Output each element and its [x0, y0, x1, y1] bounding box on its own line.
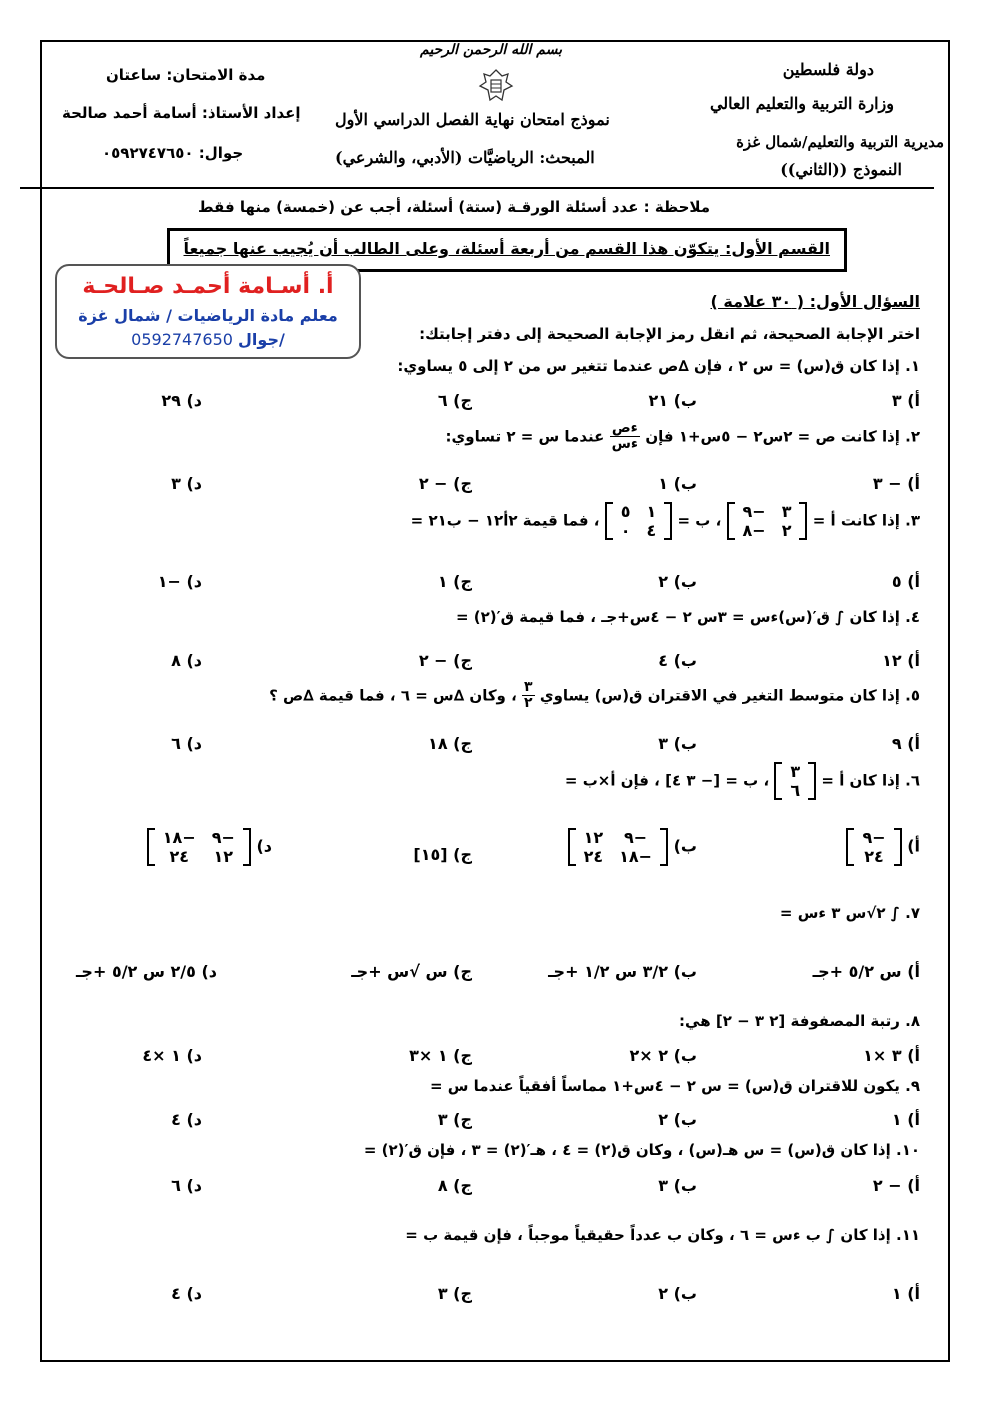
- item-10-option-c: ج) ٨: [437, 1176, 472, 1195]
- item-7-question: ٧. ∫ ٢√س ٣ ءس =: [779, 904, 920, 922]
- item-3-text-end: ، فما قيمة ٢أ١٢ − ب٢١ =: [410, 511, 600, 530]
- matrix-cell: −٩: [211, 828, 235, 847]
- subject-label: المبحث: الرياضيَّات (الأدبي، والشرعي): [335, 148, 595, 167]
- option-label: د): [256, 836, 272, 856]
- option-label: أ): [907, 836, 920, 856]
- phone-label: جوال: ٠٥٩٢٧٤٧٦٥٠: [102, 144, 244, 162]
- item-2-text-end: عندما س = ٢ تساوي:: [445, 427, 605, 446]
- item-3-question: [411, 502, 920, 540]
- item-5-option-d: د) ٦: [171, 734, 202, 753]
- item-2-frac-num: ءص: [610, 421, 640, 437]
- matrix-cell: ٥: [620, 502, 631, 521]
- item-3-option-b: ب) ٢: [658, 572, 697, 591]
- item-5-frac-den: ٢: [524, 695, 533, 712]
- item-2-option-c: ج) − ٢: [418, 474, 472, 493]
- item-3-matrix-b: [605, 502, 673, 540]
- model-label: النموذج ((الثاني)): [780, 160, 902, 179]
- country-label: دولة فلسطين: [782, 60, 874, 79]
- basmala: بسم الله الرحمن الرحيم: [420, 42, 562, 58]
- matrix-cell: ٦: [790, 781, 801, 800]
- matrix-cell: −١٨: [619, 847, 653, 866]
- item-11-option-b: ب) ٢: [658, 1284, 697, 1303]
- exam-title: نموذج امتحان نهاية الفصل الدراسي الأول: [335, 110, 610, 129]
- item-11-option-a: أ) ١: [891, 1284, 920, 1303]
- stamp-phone: [57, 330, 359, 349]
- matrix-cell: ١٢: [583, 828, 604, 847]
- item-9-option-a: أ) ١: [891, 1110, 920, 1129]
- stamp-teacher-name: أ. أسـامة أحمـد صـالحـة: [82, 274, 334, 299]
- matrix-cell: ٢٤: [169, 847, 190, 866]
- stamp-phone-number: 0592747650: [131, 330, 233, 349]
- item-6-option-b-matrix: [568, 828, 668, 866]
- item-6-text-end: ، ب = [− ٣ ٤] ، فإن أ×ب =: [564, 771, 770, 790]
- matrix-cell: −٨: [742, 521, 766, 540]
- ministry-label: وزارة التربية والتعليم العالي: [709, 94, 894, 113]
- item-6-option-c: ج) [١٥]: [413, 845, 472, 864]
- matrix-cell: ١: [646, 502, 657, 521]
- matrix-cell: ٢٤: [864, 847, 884, 866]
- item-2-derivative-fraction: [610, 421, 640, 453]
- item-10-option-a: أ) − ٢: [872, 1176, 920, 1195]
- item-5-text-end: ، وكان ∆س = ٦ ، فما قيمة ∆ص ؟: [269, 686, 517, 705]
- stamp-teacher-role: معلم مادة الرياضيات / شمال غزة: [78, 306, 338, 325]
- stamp-phone-label: جوال/: [238, 330, 285, 349]
- item-8-option-a: أ) ٣ ×١: [863, 1046, 920, 1065]
- section-1-heading: القسم الأول: يتكوّن هذا القسم من أربعة أسئلة، وعلى الطالب أن يُجيب عنها جميعاً: [183, 239, 830, 258]
- item-3-option-c: ج) ١: [437, 572, 472, 591]
- item-5-frac-num: ٣: [524, 679, 533, 695]
- item-9-option-d: د) ٤: [171, 1110, 202, 1129]
- item-2-option-b: ب) ١: [658, 474, 697, 493]
- matrix-cell: −١٨: [162, 828, 196, 847]
- item-10-option-b: ب) ٣: [658, 1176, 697, 1195]
- header-divider: [20, 187, 934, 189]
- item-6-option-d: [147, 828, 272, 866]
- item-4-option-b: ب) ٤: [658, 651, 697, 670]
- item-8-question: ٨. رتبة المصفوفة [٢ ٣ − ٢] هي:: [679, 1012, 920, 1030]
- item-9-question: ٩. يكون للاقتران ق(س) = س ٢ − ٤س+١ مماساً أفقياً عندما س =: [429, 1077, 920, 1095]
- matrix-cell: ٤: [646, 521, 657, 540]
- matrix-cell: −٩: [742, 502, 766, 521]
- item-11-option-d: د) ٤: [171, 1284, 202, 1303]
- question-1-instruction: اختر الإجابة الصحيحة، ثم انقل رمز الإجابة الصحيحة إلى دفتر إجابتك:: [419, 325, 920, 343]
- item-10-option-d: د) ٦: [171, 1176, 202, 1195]
- exam-note: ملاحظة : عدد أسئلة الورقـة (ستة) أسئلة، أجب عن (خمسة) منها فقط: [198, 198, 711, 216]
- item-6-matrix-a: [774, 762, 816, 800]
- matrix-cell: −٩: [862, 828, 886, 847]
- question-1-title: السؤال الأول: ( ٣٠ علامة ): [710, 292, 920, 311]
- exam-duration: مدة الامتحان: ساعتان: [106, 66, 266, 84]
- item-10-question: ١٠. إذا كان ق(س) = س هـ(س) ، وكان ق(٢) = ٤ ، هـ′(٢) = ٣ ، فإن ق′(٢) =: [363, 1141, 920, 1159]
- item-7-option-a: أ) س ٥/٢ +جـ: [812, 962, 920, 981]
- item-4-option-c: ج) − ٢: [418, 651, 472, 670]
- item-11-question: ١١. إذا كان ∫ ب ءس = ٦ ، وكان ب عدداً حقيقياً موجباً ، فإن قيمة ب =: [405, 1226, 920, 1244]
- item-7-option-c: ج) س √س +جـ: [351, 962, 472, 981]
- matrix-cell: ٠: [620, 521, 631, 540]
- item-5-option-c: ج) ١٨: [428, 734, 472, 753]
- item-3-text: ٣. إذا كانت أ =: [812, 511, 920, 530]
- item-3-option-d: د) −١: [157, 572, 202, 591]
- matrix-cell: ٣: [781, 502, 792, 521]
- item-2-text: ٢. إذا كانت ص = ٢س٢ − ٥س+١ فإن: [645, 427, 920, 446]
- item-6-question: [565, 762, 920, 800]
- item-2-option-a: أ) − ٣: [872, 474, 920, 493]
- option-label: ب): [673, 836, 697, 856]
- item-3-option-a: أ) ٥: [891, 572, 920, 591]
- item-1-option-c: ج) ٦: [437, 391, 472, 410]
- item-4-option-d: د) ٨: [171, 651, 202, 670]
- matrix-cell: ١٢: [213, 847, 234, 866]
- item-2-frac-den: ءس: [611, 436, 639, 453]
- item-6-option-a: [846, 828, 920, 866]
- item-5-option-a: أ) ٩: [891, 734, 920, 753]
- item-3-matrix-a: [727, 502, 808, 540]
- item-6-option-a-matrix: [846, 828, 901, 866]
- emblem-icon: [478, 66, 514, 106]
- item-4-option-a: أ) ١٢: [882, 651, 920, 670]
- item-6-text: ٦. إذا كان أ =: [821, 771, 920, 790]
- matrix-cell: ٢٤: [583, 847, 604, 866]
- item-8-option-d: د) ١ ×٤: [142, 1046, 202, 1065]
- item-6-option-b: [568, 828, 697, 866]
- item-1-question: ١. إذا كان ق(س) = س ٢ ، فإن ∆ص عندما تتغير س من ٢ إلى ٥ يساوي:: [397, 357, 920, 375]
- item-3-text-mid: ، ب =: [677, 511, 722, 530]
- item-5-option-b: ب) ٣: [658, 734, 697, 753]
- item-9-option-b: ب) ٢: [658, 1110, 697, 1129]
- item-2-option-d: د) ٣: [171, 474, 202, 493]
- item-11-option-c: ج) ٣: [437, 1284, 472, 1303]
- teacher-stamp: [55, 264, 361, 359]
- matrix-cell: ٢: [781, 521, 792, 540]
- directorate-label: مديرية التربية والتعليم/شمال غزة: [736, 133, 944, 151]
- item-5-question: [269, 680, 920, 712]
- item-1-option-b: ب) ٢١: [648, 391, 697, 410]
- item-5-fraction: [522, 680, 535, 712]
- item-5-text: ٥. إذا كان متوسط التغير في الاقتران ق(س) يساوي: [539, 686, 920, 705]
- item-6-option-d-matrix: [147, 828, 251, 866]
- matrix-cell: ٣: [790, 762, 801, 781]
- item-1-option-a: أ) ٣: [891, 391, 920, 410]
- item-8-option-b: ب) ٢ ×٢: [629, 1046, 697, 1065]
- item-8-option-c: ج) ١ ×٣: [409, 1046, 472, 1065]
- prepared-by: إعداد الأستاذ: أسامة أحمد صالحة: [62, 104, 301, 122]
- item-7-option-b: ب) ٣/٢ س ١/٢ +جـ: [548, 962, 697, 981]
- matrix-cell: −٩: [623, 828, 648, 847]
- item-4-question: ٤. إذا كان ∫ ق′(س)ءس = ٣س ٢ − ٤س+جـ ، فما قيمة ق′(٢) =: [455, 608, 920, 626]
- item-9-option-c: ج) ٣: [437, 1110, 472, 1129]
- item-7-option-d: د) ٢/٥ س ٥/٢ +جـ: [75, 962, 217, 981]
- item-1-option-d: د) ٢٩: [161, 391, 202, 410]
- item-2-question: [446, 421, 921, 453]
